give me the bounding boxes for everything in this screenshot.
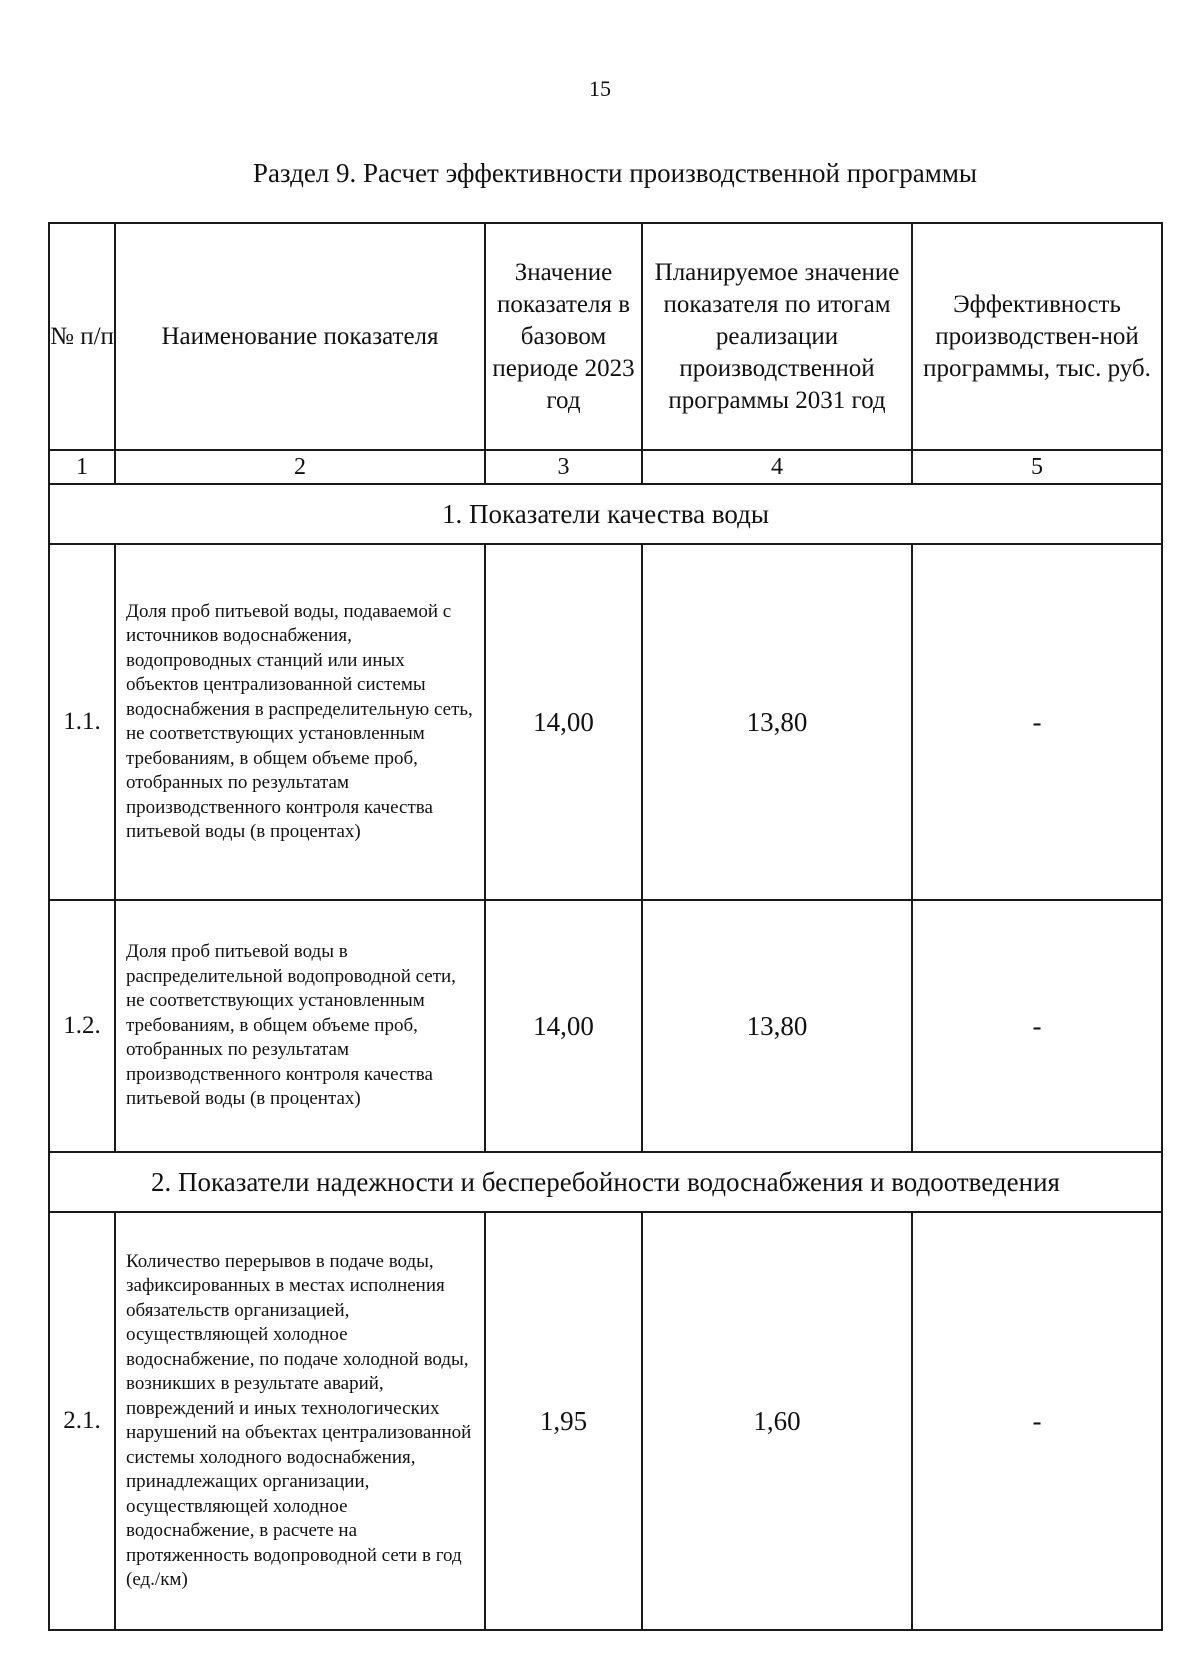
- header-efficiency: Эффективность производствен-ной программы, тыс. руб.: [912, 223, 1162, 450]
- column-number: 1: [49, 450, 115, 484]
- table-row: [49, 1212, 1162, 1630]
- indicator-name: Доля проб питьевой воды, подаваемой с источников водоснабжения, водопроводных станций или иных объектов централизованной системы водоснабжения в распределительную сеть, не соответствующих установленным требованиям, в общем объеме проб, отобранных по результатам производственного контроля качества питьевой воды (в процентах): [115, 544, 485, 900]
- base-value: 1,95: [485, 1212, 642, 1630]
- efficiency-value: -: [912, 544, 1162, 900]
- column-number: 4: [642, 450, 912, 484]
- row-number: 1.2.: [49, 900, 115, 1152]
- table-header-row: [49, 223, 1162, 450]
- efficiency-value: -: [912, 1212, 1162, 1630]
- column-number-row: [49, 450, 1162, 484]
- group-heading-row: [49, 484, 1162, 544]
- section-title: Раздел 9. Расчет эффективности производственной программы: [252, 158, 978, 188]
- group-heading-row: [49, 1152, 1162, 1212]
- column-number: 2: [115, 450, 485, 484]
- header-planned-value: Планируемое значение показателя по итогам реализации производственной программы 2031 год: [642, 223, 912, 450]
- group-title: 1. Показатели качества воды: [49, 484, 1162, 544]
- row-number: 1.1.: [49, 544, 115, 900]
- table-row: [49, 900, 1162, 1152]
- row-number: 2.1.: [49, 1212, 115, 1630]
- header-base-value: Значение показателя в базовом периоде 2023 год: [485, 223, 642, 450]
- base-value: 14,00: [485, 900, 642, 1152]
- indicator-name: Количество перерывов в подаче воды, зафиксированных в местах исполнения обязательств организацией, осуществляющей холодное водоснабжение, по подаче холодной воды, возникших в результате аварий, повреждений и иных технологических нарушений на объектах централизованной системы холодного водоснабжения, принадлежащих организации, осуществляющей холодное водоснабжение, в расчете на протяженность водопроводной сети в год (ед./км): [115, 1212, 485, 1630]
- header-indicator-name: Наименование показателя: [115, 223, 485, 450]
- planned-value: 13,80: [642, 544, 912, 900]
- indicator-name: Доля проб питьевой воды в распределительной водопроводной сети, не соответствующих установленным требованиям, в общем объеме проб, отобранных по результатам производственного контроля качества питьевой воды (в процентах): [115, 900, 485, 1152]
- planned-value: 13,80: [642, 900, 912, 1152]
- base-value: 14,00: [485, 544, 642, 900]
- column-number: 5: [912, 450, 1162, 484]
- page-number: 15: [589, 76, 611, 101]
- efficiency-value: -: [912, 900, 1162, 1152]
- column-number: 3: [485, 450, 642, 484]
- table-row: [49, 544, 1162, 900]
- planned-value: 1,60: [642, 1212, 912, 1630]
- header-number: № п/п: [49, 223, 115, 450]
- group-title: 2. Показатели надежности и бесперебойности водоснабжения и водоотведения: [49, 1152, 1162, 1212]
- efficiency-table: [48, 222, 1163, 1631]
